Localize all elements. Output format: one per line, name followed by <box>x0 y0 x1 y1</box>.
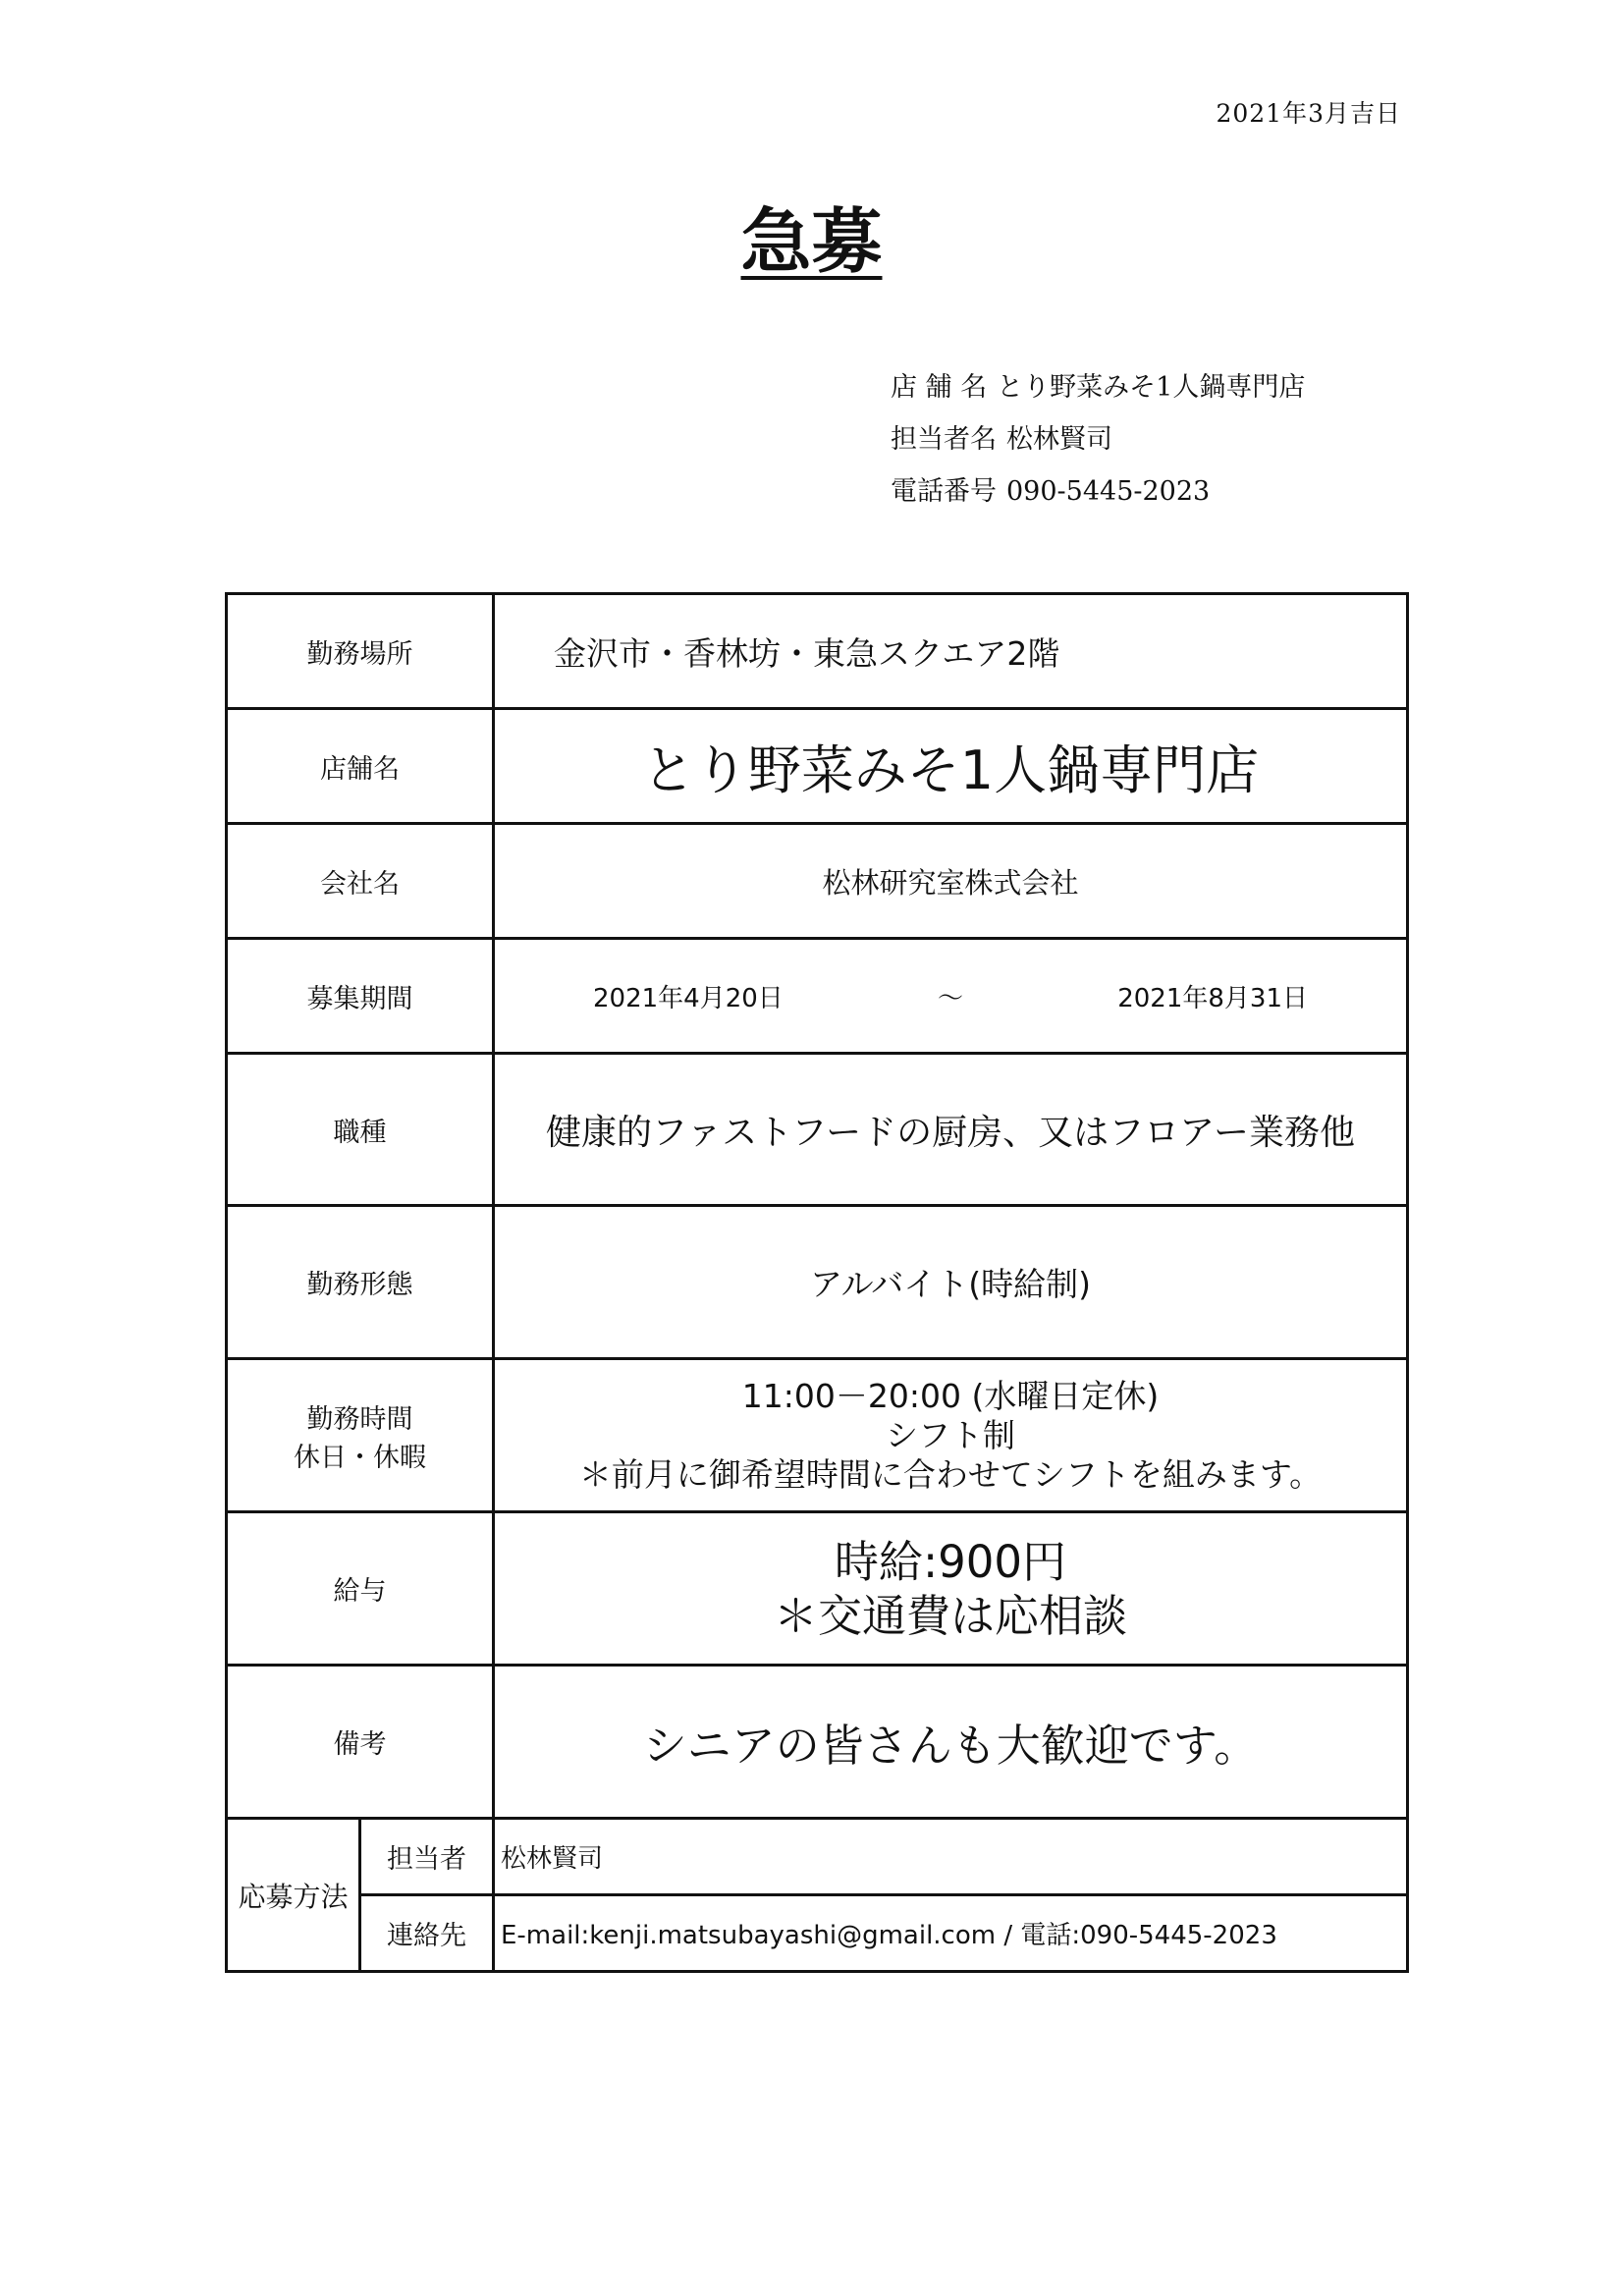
info-phone-row <box>891 465 1305 518</box>
shop-value: とり野菜みそ1人鍋専門店 <box>494 709 1408 824</box>
page-title-text: 急募 <box>740 200 883 283</box>
contact-person-label: 担当者 <box>360 1819 494 1895</box>
info-person-label: 担当者名 <box>891 424 997 455</box>
hours-value <box>494 1359 1408 1512</box>
location-value: 金沢市・香林坊・東急スクエア2階 <box>494 594 1408 709</box>
info-person-value: 松林賢司 <box>1006 424 1112 455</box>
hours-line-1: 11:00－20:00 (水曜日定休) <box>741 1376 1160 1415</box>
pay-line-2: ＊交通費は応相談 <box>773 1589 1127 1642</box>
info-phone-label: 電話番号 <box>891 476 997 507</box>
store-info-block <box>891 361 1305 518</box>
table-row-contact <box>227 1895 1408 1972</box>
job-label: 職種 <box>227 1054 494 1206</box>
pay-value <box>494 1512 1408 1666</box>
note-label: 備考 <box>227 1666 494 1819</box>
hours-line-3: ＊前月に御希望時間に合わせてシフトを組みます。 <box>578 1454 1323 1494</box>
table-row-note <box>227 1666 1408 1819</box>
pay-line-1: 時給:900円 <box>834 1535 1067 1588</box>
apply-label: 応募方法 <box>227 1819 360 1972</box>
hours-line-2: シフト制 <box>886 1415 1015 1454</box>
table-row-period <box>227 939 1408 1054</box>
job-value: 健康的ファストフードの厨房、又はフロアー業務他 <box>494 1054 1408 1206</box>
info-store-label: 店 舗 名 <box>891 372 988 403</box>
hours-label-line-2: 休日・休暇 <box>294 1442 426 1473</box>
company-label: 会社名 <box>227 824 494 939</box>
document-date: 2021年3月吉日 <box>1216 99 1401 128</box>
info-person-row <box>891 413 1305 465</box>
table-row-company <box>227 824 1408 939</box>
info-store-value: とり野菜みそ1人鍋専門店 <box>997 372 1306 403</box>
table-row-contact-person <box>227 1819 1408 1895</box>
table-row-type <box>227 1206 1408 1359</box>
location-label: 勤務場所 <box>227 594 494 709</box>
period-start: 2021年4月20日 <box>593 983 784 1013</box>
recruitment-table <box>225 592 1409 1973</box>
contact-person-value: 松林賢司 <box>494 1819 1408 1895</box>
contact-label: 連絡先 <box>360 1895 494 1972</box>
table-row-location <box>227 594 1408 709</box>
period-range <box>495 978 1406 1014</box>
page-title <box>0 185 1623 287</box>
type-value: アルバイト(時給制) <box>494 1206 1408 1359</box>
contact-value: E-mail:kenji.matsubayashi@gmail.com / 電話:090-5445-2023 <box>494 1895 1408 1972</box>
period-separator: ～ <box>937 983 963 1013</box>
table-row-pay <box>227 1512 1408 1666</box>
hours-label <box>227 1359 494 1512</box>
table-row-hours <box>227 1359 1408 1512</box>
period-end: 2021年8月31日 <box>1117 983 1308 1013</box>
period-label: 募集期間 <box>227 939 494 1054</box>
table-row-shop <box>227 709 1408 824</box>
type-label: 勤務形態 <box>227 1206 494 1359</box>
pay-label: 給与 <box>227 1512 494 1666</box>
info-phone-value: 090-5445-2023 <box>1006 476 1211 507</box>
note-value: シニアの皆さんも大歓迎です。 <box>494 1666 1408 1819</box>
info-store-row <box>891 361 1305 413</box>
hours-label-line-1: 勤務時間 <box>306 1403 413 1435</box>
company-value: 松林研究室株式会社 <box>494 824 1408 939</box>
table-row-job <box>227 1054 1408 1206</box>
shop-label: 店舗名 <box>227 709 494 824</box>
period-value <box>494 939 1408 1054</box>
